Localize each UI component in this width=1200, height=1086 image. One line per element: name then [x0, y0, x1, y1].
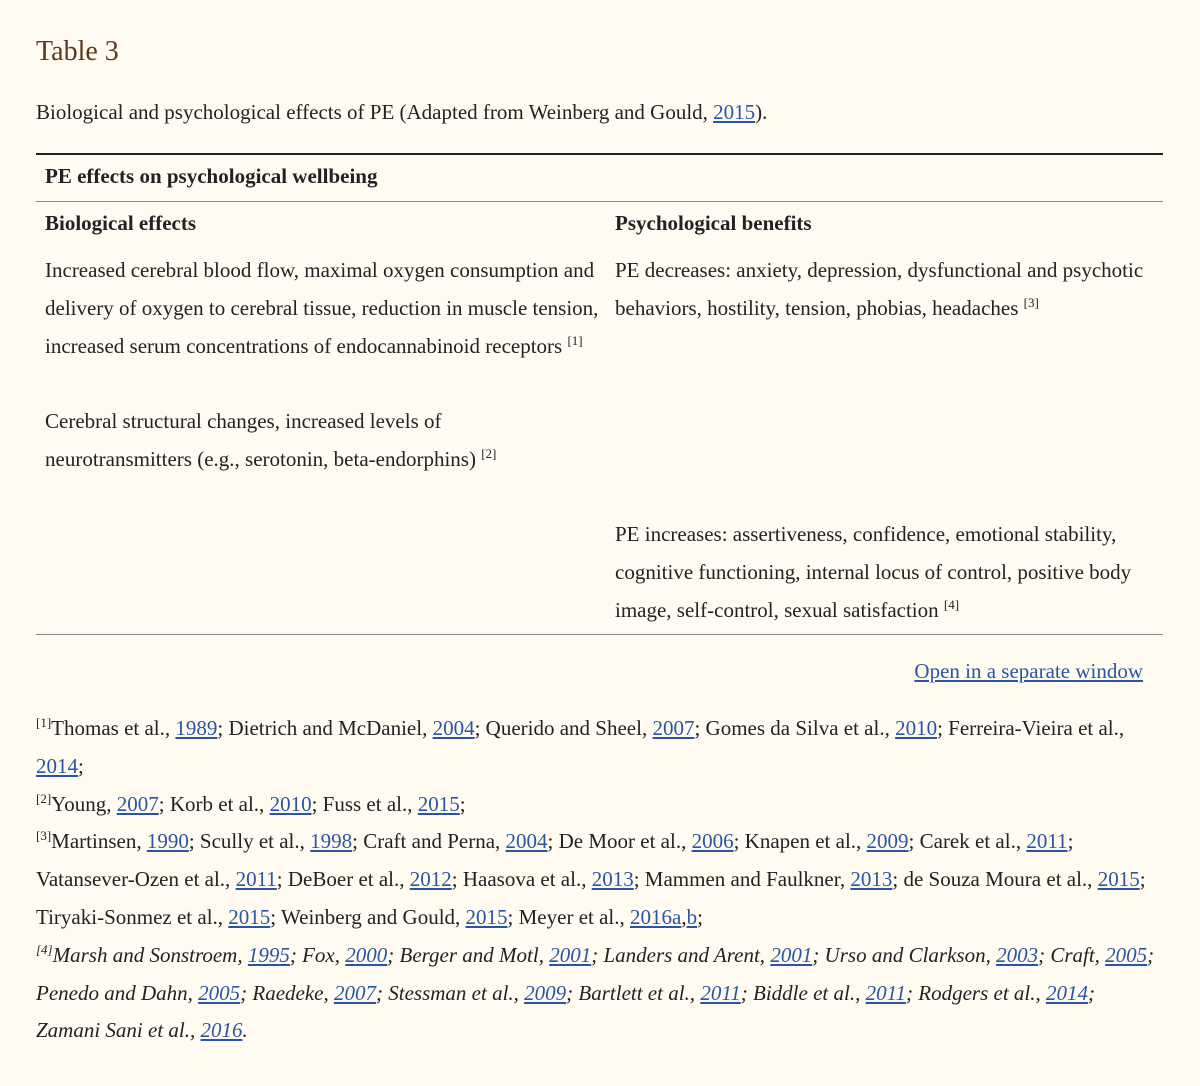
footnote-1: [36, 710, 1163, 786]
footnote-author: ; Scully et al.,: [188, 829, 311, 854]
footnote-author: Marsh and Sonstroem,: [52, 942, 248, 967]
footnote-marker: [2]: [36, 790, 52, 806]
footnote-author: Martinsen,: [51, 829, 147, 854]
footnote-marker: [1]: [36, 715, 52, 730]
psych-benefit-ref-1: [3]: [1023, 294, 1039, 310]
footnote-author: ; Vatansever-Ozen et al.,: [36, 829, 1074, 892]
psych-benefit-cell-2: [615, 516, 1160, 629]
footnote-citation-link[interactable]: 1995: [247, 942, 290, 967]
footnote-citation-link[interactable]: 2007: [116, 791, 159, 816]
footnote-citation-link[interactable]: 2010: [895, 716, 938, 740]
caption-citation-link[interactable]: 2015: [713, 100, 756, 124]
footnote-citation-link[interactable]: 1998: [310, 829, 353, 854]
footnote-citation-link[interactable]: 2016: [200, 1018, 243, 1043]
footnote-citation-link[interactable]: 2007: [652, 716, 695, 740]
footnote-author: ; Ferreira-Vieira et al.,: [937, 716, 1125, 740]
footnote-citation-link[interactable]: 2014: [1046, 980, 1089, 1005]
caption-end: ).: [755, 100, 768, 124]
footnote-citation-link[interactable]: 2007: [334, 980, 376, 1005]
footnote-author: ; Landers and Arent,: [591, 942, 771, 967]
column-header-psychological: Psychological benefits: [615, 211, 812, 235]
footnote-citation-link[interactable]: 2005: [1105, 942, 1148, 967]
footnote-marker: [4]: [36, 941, 53, 957]
footnote-author: ; Dietrich and McDaniel,: [217, 716, 433, 740]
footnote-citation-link[interactable]: 2013: [591, 867, 634, 892]
footnote-citation-link[interactable]: 2016a: [630, 904, 682, 929]
footnote-citation-link[interactable]: 2004: [432, 716, 475, 740]
footnote-3: [36, 823, 1163, 936]
footnote-author: ; Knapen et al.,: [733, 829, 867, 854]
footnote-author: ; Querido and Sheel,: [474, 716, 653, 740]
footnote-author: ; Stessman et al.,: [376, 980, 525, 1005]
footnote-citation-link[interactable]: 2003: [996, 942, 1039, 967]
bio-effect-text-2: Cerebral structural changes, increased levels of neurotransmitters (e.g., serotonin, beta-endorphins): [45, 409, 482, 471]
footnote-citation-link[interactable]: 2001: [549, 942, 592, 967]
footnote-author: ; Craft,: [1038, 942, 1106, 967]
footnote-citation-link[interactable]: 2011: [865, 980, 907, 1005]
footnote-author: ; Meyer et al.,: [507, 904, 630, 929]
table-top-rule: [36, 153, 1163, 155]
footnote-citation-link[interactable]: 2015: [228, 904, 271, 929]
footnote-citation-link[interactable]: 2015: [1097, 867, 1140, 892]
table-header: PE effects on psychological wellbeing: [45, 164, 378, 188]
footnote-author: ; Korb et al.,: [158, 791, 270, 816]
footnote-citation-link[interactable]: 1990: [146, 829, 189, 854]
footnote-end: .: [242, 1018, 248, 1043]
table-header-rule: [36, 201, 1163, 202]
footnote-author: ; Gomes da Silva et al.,: [694, 716, 896, 740]
footnote-citation-link[interactable]: 2009: [524, 980, 567, 1005]
footnote-author: ; Urso and Clarkson,: [812, 942, 997, 967]
footnote-author: ; de Souza Moura et al.,: [892, 867, 1098, 892]
footnotes: [36, 710, 1163, 1050]
column-header-biological: Biological effects: [45, 211, 197, 235]
footnote-citation-link[interactable]: 2012: [409, 867, 452, 892]
psych-benefit-text-1: PE decreases: anxiety, depression, dysfunctional and psychotic behaviors, hostility, tension, phobias, headaches: [615, 258, 1144, 320]
bio-effect-ref-2: [2]: [481, 445, 497, 461]
footnote-author: ,: [681, 904, 687, 929]
psych-benefit-text-2: PE increases: assertiveness, confidence, emotional stability, cognitive functioning, internal locus of control, positive body image, self-control, sexual satisfaction: [615, 522, 1132, 622]
footnote-author: ; Haasova et al.,: [451, 867, 592, 892]
footnote-author: ; Fox,: [289, 942, 346, 967]
footnote-end: ;: [459, 791, 466, 816]
footnote-citation-link[interactable]: 2013: [850, 867, 893, 892]
footnote-author: ; Berger and Motl,: [387, 942, 550, 967]
footnote-author: ; Tiryaki-Sonmez et al.,: [36, 867, 1146, 929]
table-caption: [36, 100, 767, 125]
footnote-author: ; Raedeke,: [240, 980, 334, 1005]
footnote-author: ; Craft and Perna,: [352, 829, 506, 854]
footnote-citation-link[interactable]: 2009: [866, 829, 909, 854]
footnote-author: Thomas et al.,: [51, 716, 176, 740]
footnote-citation-link[interactable]: 2006: [691, 829, 734, 854]
open-in-window-link[interactable]: Open in a separate window: [914, 659, 1143, 683]
bio-effect-cell-2: [45, 403, 565, 479]
table-bottom-rule: [36, 634, 1163, 635]
footnote-4: [36, 937, 1163, 1050]
footnote-citation-link[interactable]: 2011: [700, 980, 741, 1005]
bio-effect-cell-1: [45, 252, 605, 365]
footnote-end: ;: [78, 753, 84, 778]
footnote-2: [36, 786, 1163, 824]
footnote-author: ; DeBoer et al.,: [276, 867, 410, 892]
bio-effect-ref-1: [1]: [567, 332, 583, 348]
caption-text: Biological and psychological effects of PE (Adapted from Weinberg and Gould,: [36, 100, 714, 124]
footnote-author: ; Biddle et al.,: [740, 980, 866, 1005]
footnote-citation-link[interactable]: 2015: [465, 904, 508, 929]
psych-benefit-ref-2: [4]: [943, 596, 960, 612]
footnote-citation-link[interactable]: 1989: [175, 716, 218, 740]
footnote-citation-link[interactable]: 2011: [1026, 829, 1068, 854]
footnote-author: ; De Moor et al.,: [547, 829, 692, 854]
footnote-citation-link[interactable]: 2010: [269, 791, 312, 816]
footnote-citation-link[interactable]: 2000: [345, 942, 388, 967]
psych-benefit-cell-1: [615, 252, 1155, 328]
footnote-end: ;: [697, 904, 703, 929]
footnote-author: ; Bartlett et al.,: [566, 980, 701, 1005]
footnote-citation-link[interactable]: 2014: [36, 753, 78, 778]
footnote-citation-link[interactable]: 2005: [198, 980, 241, 1005]
table-title: Table 3: [36, 36, 119, 67]
footnote-citation-link[interactable]: 2004: [505, 829, 548, 854]
bio-effect-text-1: Increased cerebral blood flow, maximal oxygen consumption and delivery of oxygen to cerebral tissue, reduction in muscle tension, increased serum concentrations of endocannabinoid receptors: [45, 258, 599, 358]
footnote-author: ; Penedo and Dahn,: [36, 942, 1155, 1005]
footnote-author: ; Fuss et al.,: [311, 791, 418, 816]
footnote-author: ; Weinberg and Gould,: [270, 904, 466, 929]
footnote-author: ; Rodgers et al.,: [906, 980, 1047, 1005]
footnote-author: ; Zamani Sani et al.,: [36, 980, 1096, 1043]
footnote-author: Young,: [51, 791, 117, 816]
footnote-citation-link[interactable]: 2015: [417, 791, 460, 816]
footnote-citation-link[interactable]: 2011: [235, 867, 277, 892]
footnote-author: ; Mammen and Faulkner,: [633, 867, 851, 892]
footnote-marker: [3]: [36, 828, 52, 844]
footnote-citation-link[interactable]: 2001: [770, 942, 813, 967]
footnote-author: ; Carek et al.,: [908, 829, 1027, 854]
footnote-citation-link[interactable]: b: [686, 904, 698, 929]
